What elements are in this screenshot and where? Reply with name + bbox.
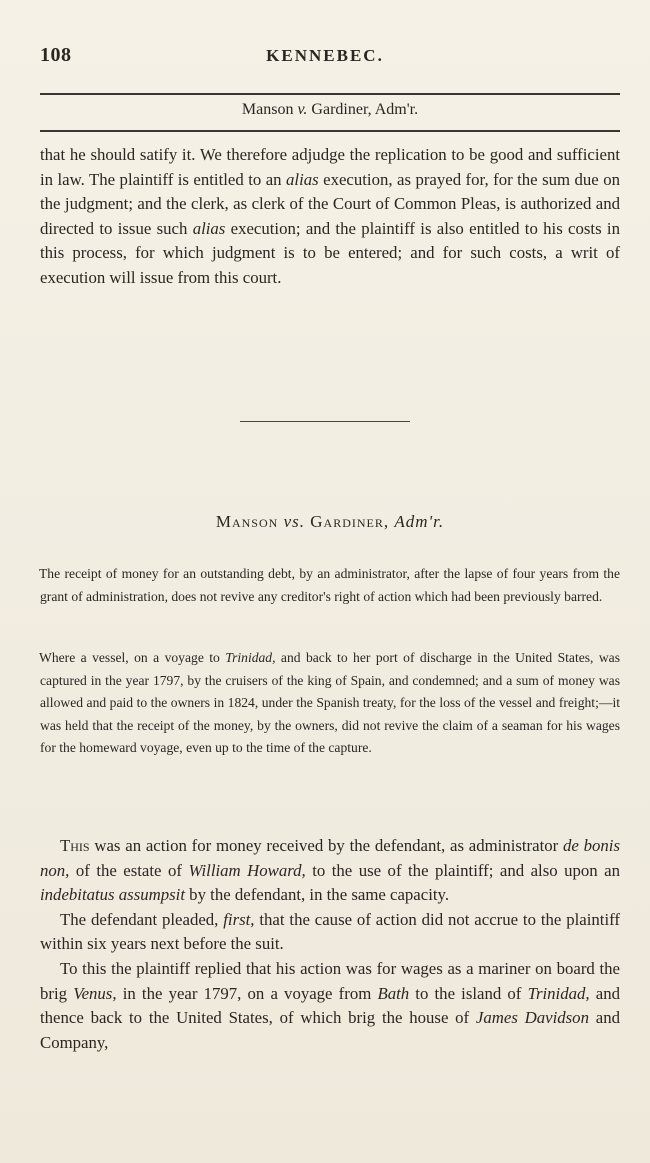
opinion-text — [40, 834, 620, 1055]
header-rule-top — [40, 93, 620, 95]
case-title-plaintiff: Manson — [215, 512, 279, 531]
italic-venus: Venus, — [73, 983, 117, 1003]
opinion-span: and thence back to the United States, of which brig the house of — [40, 983, 620, 1028]
case-head-versus: v. — [297, 101, 308, 118]
opinion-span: in the year 1797, on a voyage from — [116, 983, 378, 1003]
case-title-versus: vs. — [283, 512, 305, 531]
syllabus-text — [40, 647, 620, 760]
opinion-span: and Company, — [40, 1008, 620, 1052]
italic-trinidad: Trinidad, — [225, 650, 276, 665]
case-title — [40, 512, 620, 532]
syllabus-text: The receipt of money for an outstanding debt, by an administrator, after the lapse of four years from the grant of administration, does not revive any creditor's right of action which had been previously barred. — [39, 566, 620, 604]
opinion-span: by the defendant, in the same capacity. — [184, 885, 450, 905]
opinion-span: The defendant pleaded, — [60, 909, 224, 929]
opinion-span: to the use of the plaintiff; and also upon an — [305, 860, 620, 880]
page-number: 108 — [40, 44, 72, 66]
opinion-paragraph-2 — [40, 908, 620, 957]
syllabus-point-1 — [40, 563, 620, 608]
italic-alias: alias — [286, 169, 319, 189]
opinion-span: to the island of — [409, 983, 528, 1003]
case-head-defendant: Gardiner, Adm'r. — [311, 101, 419, 118]
italic-indebitatus-assumpsit: indebitatus assumpsit — [40, 885, 185, 905]
italic-first: first, — [223, 909, 255, 929]
italic-alias: alias — [192, 218, 226, 238]
opinion-span: To this the plaintiff replied that his action was for wages as a mariner on board the brig — [40, 958, 620, 1003]
paragraph-continued — [40, 143, 620, 290]
paragraph-text: that he should satify it. We therefore adjudge the replication to be good and sufficient in law. The plaintiff is entitled to an — [40, 145, 620, 189]
running-title: KENNEBEC. — [266, 46, 384, 65]
italic-james-davidson: James Davidson — [475, 1008, 589, 1028]
opinion-span: of the estate of — [69, 860, 189, 880]
italic-de-bonis-non: de bonis non, — [40, 836, 620, 880]
italic-trinidad: Trinidad, — [527, 983, 590, 1003]
paragraph-text: execution; and the plaintiff is also entitled to his costs in this process, for which judgment is to be entered; and for such costs, a writ of execution will issue from this court. — [40, 218, 620, 287]
header-rule-bottom — [40, 130, 620, 132]
syllabus-point-2 — [40, 647, 620, 760]
case-running-head — [40, 101, 620, 119]
small-caps-lead: This — [60, 836, 90, 855]
case-title-role: Adm'r. — [394, 512, 445, 531]
italic-william-howard: William Howard, — [188, 860, 306, 880]
running-head — [40, 44, 610, 74]
opinion-span: that the cause of action did not accrue to the plaintiff within six years next before the suit. — [40, 909, 620, 954]
syllabus-span: Where a vessel, on a voyage to — [39, 650, 226, 665]
case-title-defendant: Gardiner, — [310, 512, 390, 531]
case-head-plaintiff: Manson — [241, 101, 294, 118]
syllabus-span: and back to her port of discharge in the United States, was captured in the year 1797, by the cruisers of the king of Spain, and condemned; and a sum of money was allowed and paid to the owners in 1824, under the Spanish treaty, for the loss of the vessel and freight;—it was held that the receipt of the money, by the owners, did not revive the claim of a seaman for his wages for the homeward voyage, even up to the time of the capture. — [40, 650, 621, 755]
opinion-paragraph-3 — [40, 957, 620, 1055]
paragraph-text: execution, as prayed for, for the sum due on the judgment; and the clerk, as clerk of the Court of Common Pleas, is authorized and directed to issue such — [40, 169, 620, 238]
italic-bath: Bath — [377, 983, 410, 1003]
section-divider — [240, 421, 410, 422]
opinion-span: was an action for money received by the defendant, as administrator — [89, 836, 564, 855]
opinion-paragraph-1 — [40, 834, 620, 908]
